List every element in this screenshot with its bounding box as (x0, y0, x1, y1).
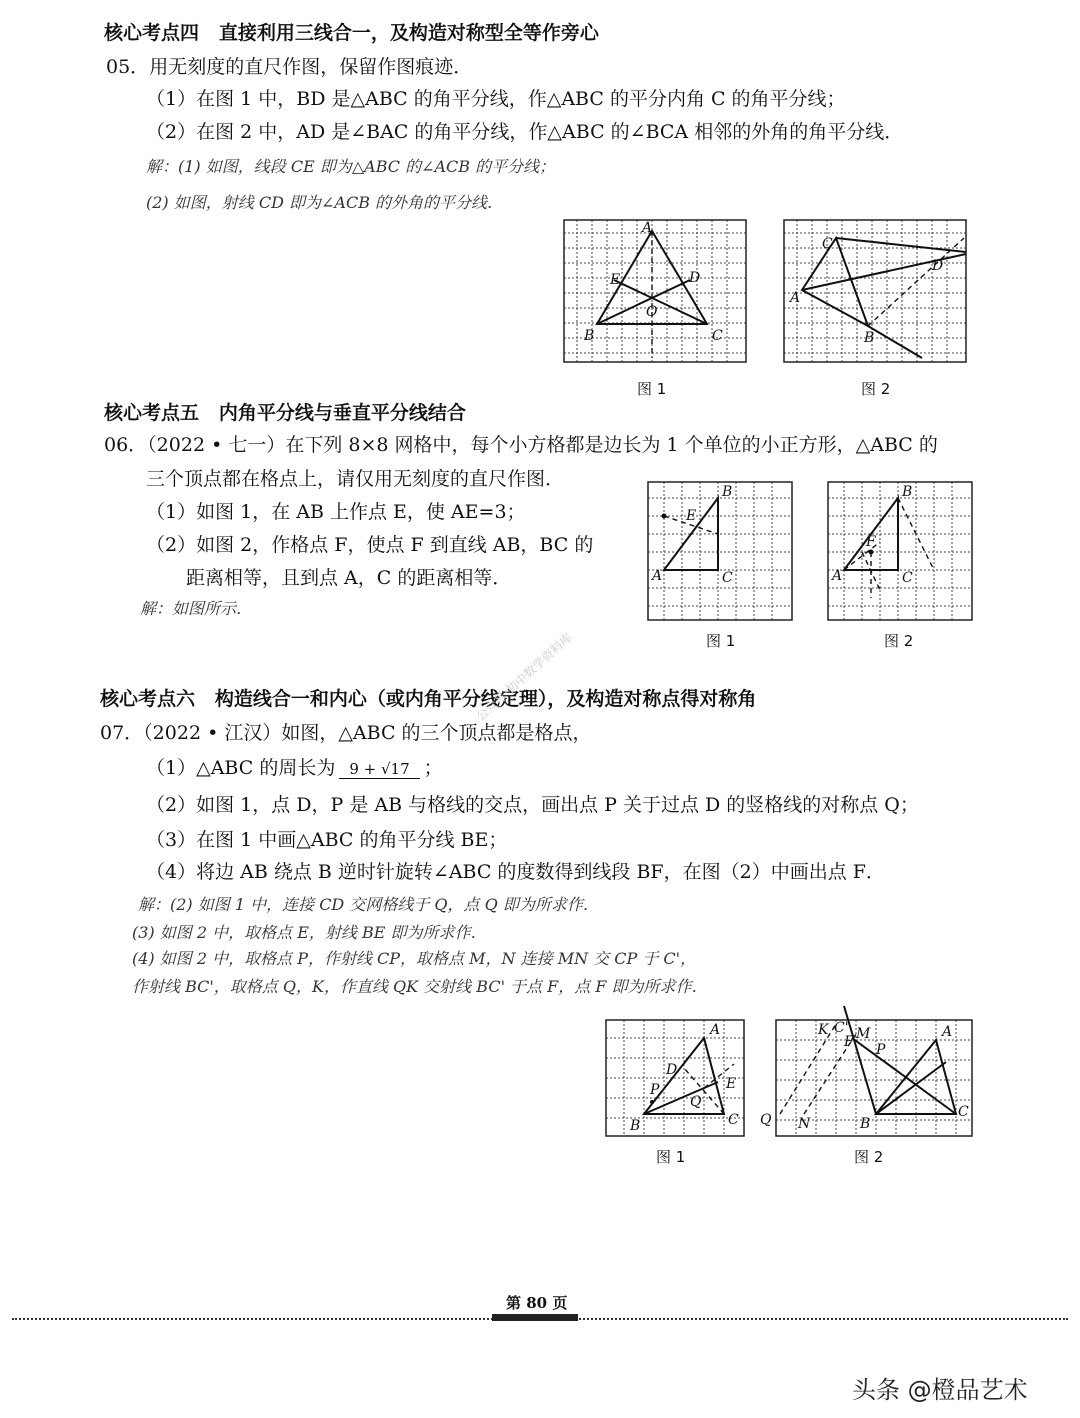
label-a: A (710, 1022, 721, 1038)
label-a: A (652, 568, 663, 584)
label-d: D (932, 258, 944, 274)
q07-figure2 (760, 1004, 974, 1138)
grid-point (662, 514, 667, 519)
q07-figure2-caption: 图 2 (854, 1148, 884, 1166)
q06-figure2 (826, 480, 974, 622)
q07-solution4: 作射线 BC'，取格点 Q，K，作直线 QK 交射线 BC' 于点 F，点 F 即为所求作． (132, 977, 708, 996)
label-c: C (822, 236, 833, 252)
section4-header: 核心考点四 直接利用三线合一，及构造对称型全等作旁心 (104, 22, 599, 44)
label-b: B (864, 330, 875, 346)
q07-figure1-caption: 图 1 (656, 1148, 686, 1166)
q05-figure1-caption: 图 1 (637, 380, 667, 398)
point-p (650, 1100, 654, 1104)
label-m: M (856, 1026, 871, 1042)
label-a: A (942, 1024, 953, 1040)
label-b: B (860, 1116, 871, 1132)
label-n: N (798, 1116, 811, 1132)
aux-line (868, 238, 964, 326)
q07-figure1 (604, 1018, 746, 1138)
q05-part1: （1）在图 1 中，BD 是△ABC 的角平分线，作△ABC 的平分内角 C 的角平分线； (146, 88, 846, 110)
label-k: K (818, 1022, 829, 1038)
q07-stem: 07．（2022 • 江汉）如图，△ABC 的三个顶点都是格点， (100, 722, 592, 744)
page-number: 第 80 页 (506, 1294, 568, 1312)
q07-part3: （3）在图 1 中画△ABC 的角平分线 BE； (146, 829, 508, 851)
label-f: F (844, 1034, 854, 1050)
label-b: B (902, 484, 913, 500)
q06-part2a: （2）如图 2，作格点 F，使点 F 到直线 AB，BC 的 (146, 534, 594, 556)
label-c-prime: C' (834, 1020, 849, 1036)
q07-part4: （4）将边 AB 绕点 B 逆时针旋转∠ABC 的度数得到线段 BF，在图（2）中画出点 F． (146, 861, 885, 883)
q05-figure2 (782, 218, 968, 364)
label-c: C (958, 1104, 969, 1120)
label-e: E (686, 508, 697, 524)
q06-figure1-caption: 图 1 (706, 632, 736, 650)
label-q: Q (760, 1112, 772, 1128)
label-b: B (722, 484, 733, 500)
label-p: P (876, 1042, 886, 1058)
label-p: P (650, 1082, 660, 1098)
q07-solution1: 解：(2) 如图 1 中，连接 CD 交网格线于 Q，点 Q 即为所求作． (138, 895, 599, 914)
ray-cp (852, 1038, 956, 1114)
label-e: E (726, 1076, 737, 1092)
grid (648, 482, 792, 620)
q07-solution2: (3) 如图 2 中，取格点 E，射线 BE 即为所求作． (132, 923, 487, 942)
q05-solution2: (2) 如图，射线 CD 即为∠ACB 的外角的平分线． (146, 193, 504, 212)
q07-solution3: (4) 如图 2 中，取格点 P，作射线 CP，取格点 M，N 连接 MN 交 CP 于 C'， (132, 949, 697, 968)
label-f: F (866, 534, 876, 550)
brand-watermark: 头条 @橙品艺术 (852, 1376, 1028, 1404)
label-o: O (646, 304, 658, 320)
answer-blank: 9 + √17 (339, 760, 419, 779)
grid (606, 1020, 744, 1136)
label-q: Q (690, 1094, 702, 1110)
label-b: B (584, 328, 595, 344)
q06-figure1 (646, 480, 794, 622)
q06-line2: 三个顶点都在格点上，请仅用无刻度的直尺作图． (146, 468, 565, 490)
label-c: C (902, 570, 913, 586)
label-a: A (642, 220, 653, 236)
label-a: A (790, 290, 801, 306)
footer-bar (492, 1314, 578, 1321)
label-c: C (728, 1112, 739, 1128)
q07-part2: （2）如图 1，点 D，P 是 AB 与格线的交点，画出点 P 关于过点 D 的竖格线的对称点 Q； (146, 794, 919, 816)
q06-part2b: 距离相等，且到点 A，C 的距离相等． (186, 567, 512, 589)
q05-part2: （2）在图 2 中，AD 是∠BAC 的角平分线，作△ABC 的∠BCA 相邻的外角的角平分线． (146, 121, 904, 143)
watermark: 公众号·初中数学资料库 (473, 630, 575, 724)
label-b: B (630, 1118, 641, 1134)
q05-figure1 (562, 218, 748, 364)
point-f (869, 550, 874, 555)
q06-solution: 解：如图所示． (140, 599, 253, 618)
q06-part1: （1）如图 1，在 AB 上作点 E，使 AE=3； (146, 501, 526, 523)
q06-figure2-caption: 图 2 (884, 632, 914, 650)
section6-header: 核心考点六 构造线合一和内心（或内角平分线定理），及构造对称点得对称角 (100, 688, 757, 710)
label-d: D (666, 1062, 678, 1078)
q05-figure2-caption: 图 2 (861, 380, 891, 398)
q07-part1: （1）△ABC 的周长为 9 + √17 ； (146, 757, 443, 779)
q06-line1: 06．（2022 • 七一）在下列 8×8 网格中，每个小方格都是边长为 1 个单位的小正方形，△ABC 的 (104, 434, 938, 456)
label-c: C (722, 570, 733, 586)
q05-stem: 05．用无刻度的直尺作图，保留作图痕迹． (106, 56, 473, 78)
grid (828, 482, 972, 620)
label-e: E (610, 272, 621, 288)
q05-solution1: 解：(1) 如图，线段 CE 即为△ABC 的∠ACB 的平分线； (146, 157, 556, 176)
label-a: A (832, 568, 843, 584)
section5-header: 核心考点五 内角平分线与垂直平分线结合 (104, 402, 466, 424)
label-c: C (712, 328, 723, 344)
label-d: D (689, 270, 701, 286)
